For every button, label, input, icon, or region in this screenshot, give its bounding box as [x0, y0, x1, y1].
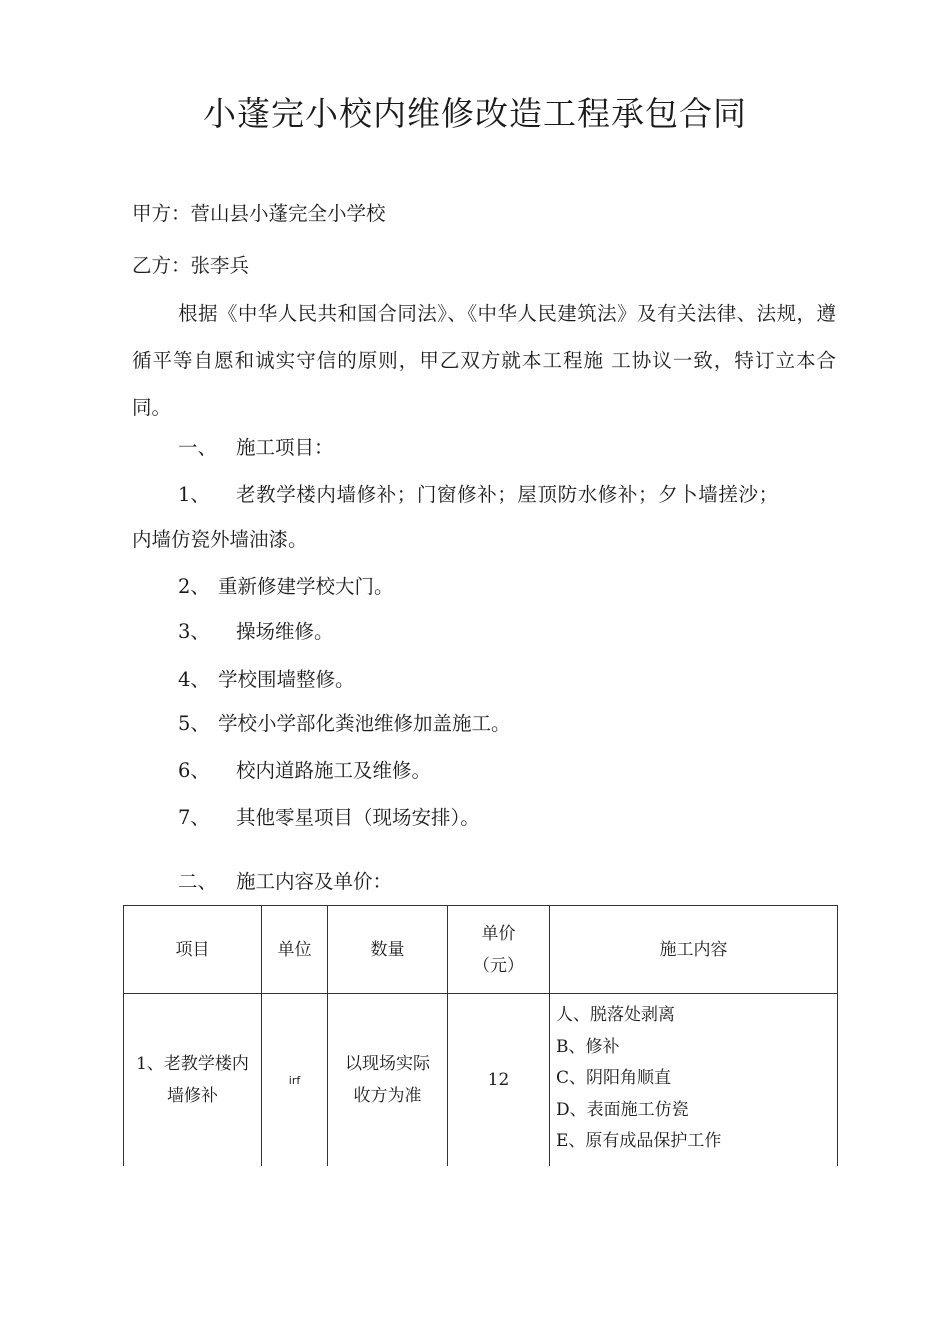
header-unit: 单位: [262, 906, 328, 994]
item-number: 6、: [178, 759, 210, 782]
item-text: 老教学楼内墙修补；门窗修补；屋顶防水修补；夕卜墙搓沙；: [236, 483, 779, 506]
party-b: 乙方：张李兵: [132, 254, 250, 277]
list-item: [178, 577, 394, 597]
content-step: B、修补: [556, 1036, 620, 1057]
list-item: [178, 485, 836, 505]
list-item: [178, 622, 334, 642]
content-step: C、阴阳角顺直: [556, 1068, 672, 1088]
section-2-number: 二、: [178, 870, 218, 893]
list-item: [178, 670, 355, 690]
header-quantity: 数量: [328, 906, 448, 994]
section-2-label: 施工内容及单价：: [236, 870, 393, 893]
cell-content: [550, 994, 838, 1167]
preamble-paragraph: 根据《中华人民共和国合同法》、《中华人民建筑法》及有关法律、法规，遵循平等自愿和诚实守信的原则，甲乙双方就本工程施 工协议一致，特订立本合同。: [132, 302, 836, 419]
list-item-continuation: 内墙仿瓷外墙油漆。: [132, 528, 308, 551]
section-1-label: 施工项目：: [236, 436, 334, 459]
header-price-label: 单价: [481, 923, 516, 944]
header-item: 项目: [124, 906, 262, 994]
item-number: 7、: [178, 806, 210, 829]
section-1-number: 一、: [178, 436, 218, 459]
list-item: [178, 808, 480, 828]
content-step: E、原有成品保护工作: [556, 1131, 722, 1151]
table-header-row: [124, 906, 838, 994]
document-title: 小蓬完小校内维修改造工程承包合同: [203, 94, 747, 133]
item-text: 其他零星项目（现场安排）。: [236, 806, 480, 829]
cell-item-line: 1、老教学楼内: [136, 1054, 249, 1074]
item-text: 学校围墙整修。: [218, 668, 355, 691]
item-number: 5、: [178, 712, 210, 735]
cell-item-line: 墙修补: [167, 1086, 218, 1106]
item-text: 操场维修。: [236, 620, 334, 643]
cell-quantity-line: 收方为准: [353, 1086, 422, 1106]
list-item: [178, 714, 511, 734]
item-number: 3、: [178, 620, 210, 643]
header-price-unit: （元）: [473, 955, 524, 976]
item-number: 1、: [178, 483, 210, 506]
item-text: 校内道路施工及维修。: [236, 759, 432, 782]
party-a: 甲方：菅山县小蓬完全小学校: [132, 202, 386, 225]
pricing-table: [123, 905, 838, 1166]
item-text: 重新修建学校大门。: [218, 575, 394, 598]
section-2-heading: [178, 872, 392, 892]
cell-price: 12: [448, 994, 550, 1167]
table-row: [124, 994, 838, 1167]
cell-item: [124, 994, 262, 1167]
header-unit-price: [448, 906, 550, 994]
item-text: 学校小学部化粪池维修加盖施工。: [218, 712, 511, 735]
cell-unit: [262, 994, 328, 1167]
header-content: 施工内容: [550, 906, 838, 994]
item-number: 4、: [178, 668, 210, 691]
cell-quantity-line: 以现场实际: [345, 1054, 430, 1074]
list-item: [178, 761, 431, 781]
cell-unit-text: irf: [288, 1074, 301, 1087]
content-step: 人、脱落处剥离: [556, 1005, 675, 1025]
section-1-heading: [178, 438, 334, 458]
item-number: 2、: [178, 575, 210, 598]
content-step: D、表面施工仿瓷: [556, 1099, 689, 1120]
cell-quantity: [328, 994, 448, 1167]
